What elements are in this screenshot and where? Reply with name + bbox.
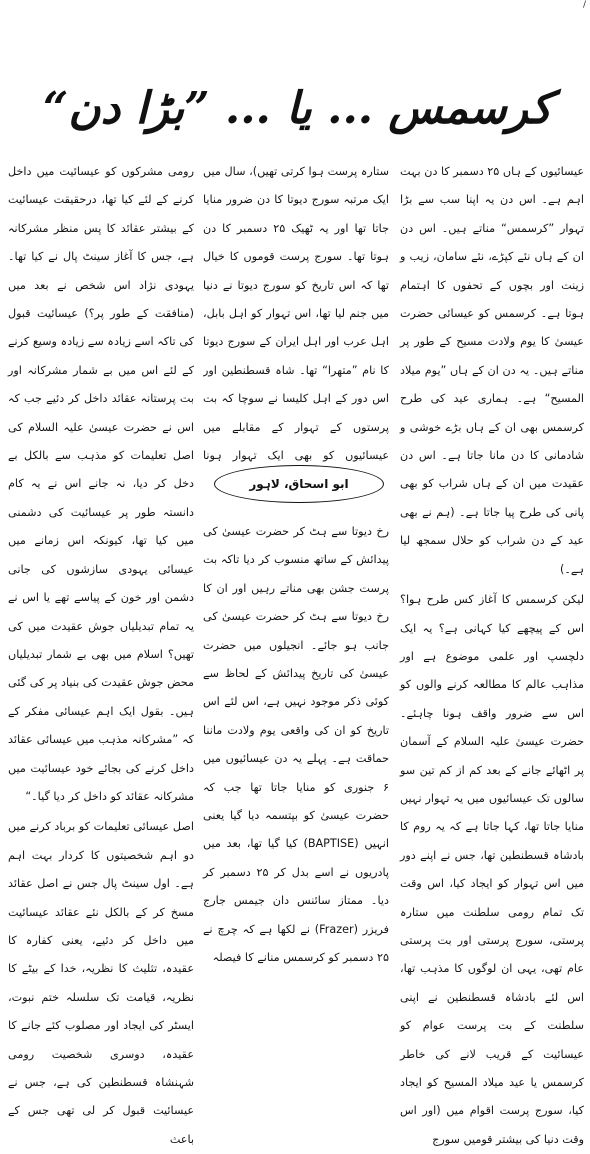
article-column-middle <box>203 158 389 973</box>
article-column-left <box>8 158 194 1154</box>
author-byline: ابو اسحاق، لاہور <box>214 465 384 503</box>
column-right-paragraph-1: عیسائیوں کے ہاں ۲۵ دسمبر کا دن بہت اہم ہے۔ اس دن یہ اپنا سب سے بڑا تہوار ”کرسمس“ مناتے ہیں۔ اس دن ان کے ہاں نئے کپڑے، نئے سامان، زیب و زینت اور بچوں کے تحفوں کا اہتمام ہوتا ہے۔ کرسمس کو عیسائی حضرت عیسیٰ کا یوم ولادت مسیح کے طور پر مناتے ہیں۔ یہ دن ان کے ہاں ”یوم میلاد المسیح“ ہے۔ ہماری عید کی طرح کرسمس بھی ان کے ہاں بڑے خوشی و شادمانی کا دن مانا جاتا ہے۔ اس دن عقیدت میں ان کے ہاں شراب کو بھی پانی کی طرح پیا جاتا ہے۔ (ہم نے بھی عید کے دن شراب کو حلال سمجھ لیا ہے۔) <box>400 165 585 576</box>
column-middle-paragraph-2: رخ دیوتا سے ہٹ کر حضرت عیسیٰ کی پیدائش کے ساتھ منسوب کر دیا تاکہ بت پرست جشن بھی مناتے رہیں اور ان کا رخ دیوتا سے ہٹ کر حضرت عیسیٰ کی جانب ہو جائے۔ انجیلوں میں حضرت عیسیٰ کی تاریخ پیدائش کے لحاظ سے کوئی ذکر موجود نہیں ہے، اس لئے اس تاریخ کو ان کی واقعی یوم ولادت ماننا حماقت ہے۔ پہلے یہ دن عیسائیوں میں ۶ جنوری کو منایا جاتا تھا جب کہ حضرت عیسیٰ کو بپتسمہ دیا گیا یعنی انہیں (BAPTISE) کیا گیا تھا، بعد میں پادریوں نے اسے بدل کر ۲۵ دسمبر کر دیا۔ ممتاز سائنس دان جیمس جارج فریزر (Frazer) نے لکھا ہے کہ چرچ نے ۲۵ دسمبر کو کرسمس منانے کا فیصلہ <box>203 525 389 965</box>
column-left-paragraph-1: رومی مشرکوں کو عیسائیت میں داخل کرنے کے لئے کیا تھا، درحقیقت عیسائیت کے بیشتر عقائد کا پس منظر مشرکانہ ہے، جس کا آغاز سینٹ پال نے کیا تھا۔ یہودی نژاد اس شخص نے بعد میں (منافقت کے طور پر؟) عیسائیت قبول کی تاکہ اسے زیادہ سے زیادہ وسیع کرنے کے لئے اس میں بے شمار مشرکانہ اور بت پرستانہ عقائد داخل کر دئیے جب کہ اس نے حضرت عیسیٰ علیہ السلام کی اصل تعلیمات کو مذہب سے بالکل بے دخل کر دیا، نہ جانے اس نے یہ کام دانستہ طور پر عیسائیت کی دشمنی میں کیا تھا، کیونکہ اس زمانے میں عیسائی یہودی سازشوں کی جانی دشمن اور خون کے پیاسے تھے یا اس نے یہ تمام تبدیلیاں جوش عقیدت میں کی تھیں؟ اسلام میں بھی بے شمار تبدیلیاں محض جوش عقیدت کی بنیاد پر کی گئی ہیں۔ بقول ایک اہم عیسائی مفکر کے کہ ”مشرکانہ مذہب میں عیسائی عقائد داخل کرنے کی بجائے خود عیسائیت میں مشرکانہ عقائد کو داخل کر دیا گیا۔“ <box>8 165 194 803</box>
column-right-paragraph-2: لیکن کرسمس کا آغاز کس طرح ہوا؟ اس کے پیچھے کیا کہانی ہے؟ یہ ایک دلچسپ اور علمی موضوع ہے اور مذاہب عالم کا مطالعہ کرنے والوں کو اس سے ضرور واقف ہونا چاہئے۔ حضرت عیسیٰ علیہ السلام کے آسمان پر اٹھائے جانے کے بعد کم از کم تین سو سالوں تک عیسائیوں میں یہ تہوار نہیں منایا جاتا تھا، کہا جاتا ہے کہ یہ روم کا بادشاہ قسطنطین تھا، جس نے اپنے دور میں اس تہوار کو ایجاد کیا، اس وقت تک تمام رومی سلطنت میں ستارہ پرستی، سورج پرستی اور بت پرستی عام تھی، یہی ان لوگوں کا مذہب تھا، اس لئے بادشاہ قسطنطین نے اپنی سلطنت کے بت پرست عوام کو عیسائیت کے قریب لانے کی خاطر کرسمس یا عید میلاد المسیح کو ایجاد کیا، سورج پرست اقوام میں (اور اس وقت دنیا کی بیشتر قومیں سورج <box>400 593 584 1146</box>
column-middle-upper <box>203 158 389 465</box>
article-column-right <box>400 158 584 1154</box>
page-corner-mark: / <box>582 0 586 10</box>
article-headline: کرسمس ... یا ... ”بڑا دن“ <box>42 83 553 134</box>
column-middle-lower <box>203 518 389 973</box>
column-middle-paragraph-1: ستارہ پرست ہوا کرتی تھیں)، سال میں ایک مرتبہ سورج دیوتا کا دن ضرور منایا جاتا تھا اور یہ ٹھیک ۲۵ دسمبر کا دن ہوتا تھا۔ سورج پرست قوموں کا خیال تھا کہ اس تاریخ کو سورج دیوتا نے دنیا میں جنم لیا تھا، اس تہوار کو اہل بابل، اہل عرب اور اہل ایران کے سورج دیوتا کا نام ”متھرا“ تھا۔ شاہ قسطنطین اور اس دور کے اہل کلیسا نے سوچا کہ بت پرستوں کے تہوار کے مقابلے میں عیسائیوں کو بھی ایک تہوار ہونا <box>203 165 389 463</box>
column-left-paragraph-2: اصل عیسائی تعلیمات کو برباد کرنے میں دو اہم شخصیتوں کا کردار بہت اہم ہے۔ اول سینٹ پال جس نے اصل عقائد مسخ کر کے بالکل نئے عقائد عیسائیت میں داخل کر دئیے، یعنی کفارہ کا عقیدہ، تثلیث کا نظریہ، خدا کے بیٹے کا نظریہ، قیامت تک سلسلہ ختم نبوت، ایسٹر کی ایجاد اور مصلوب کئے جانے کا عقیدہ، دوسری شخصیت رومی شہنشاہ قسطنطین کی ہے، جس نے عیسائیت قبول کر لی تھی جس کے باعث <box>8 820 194 1146</box>
